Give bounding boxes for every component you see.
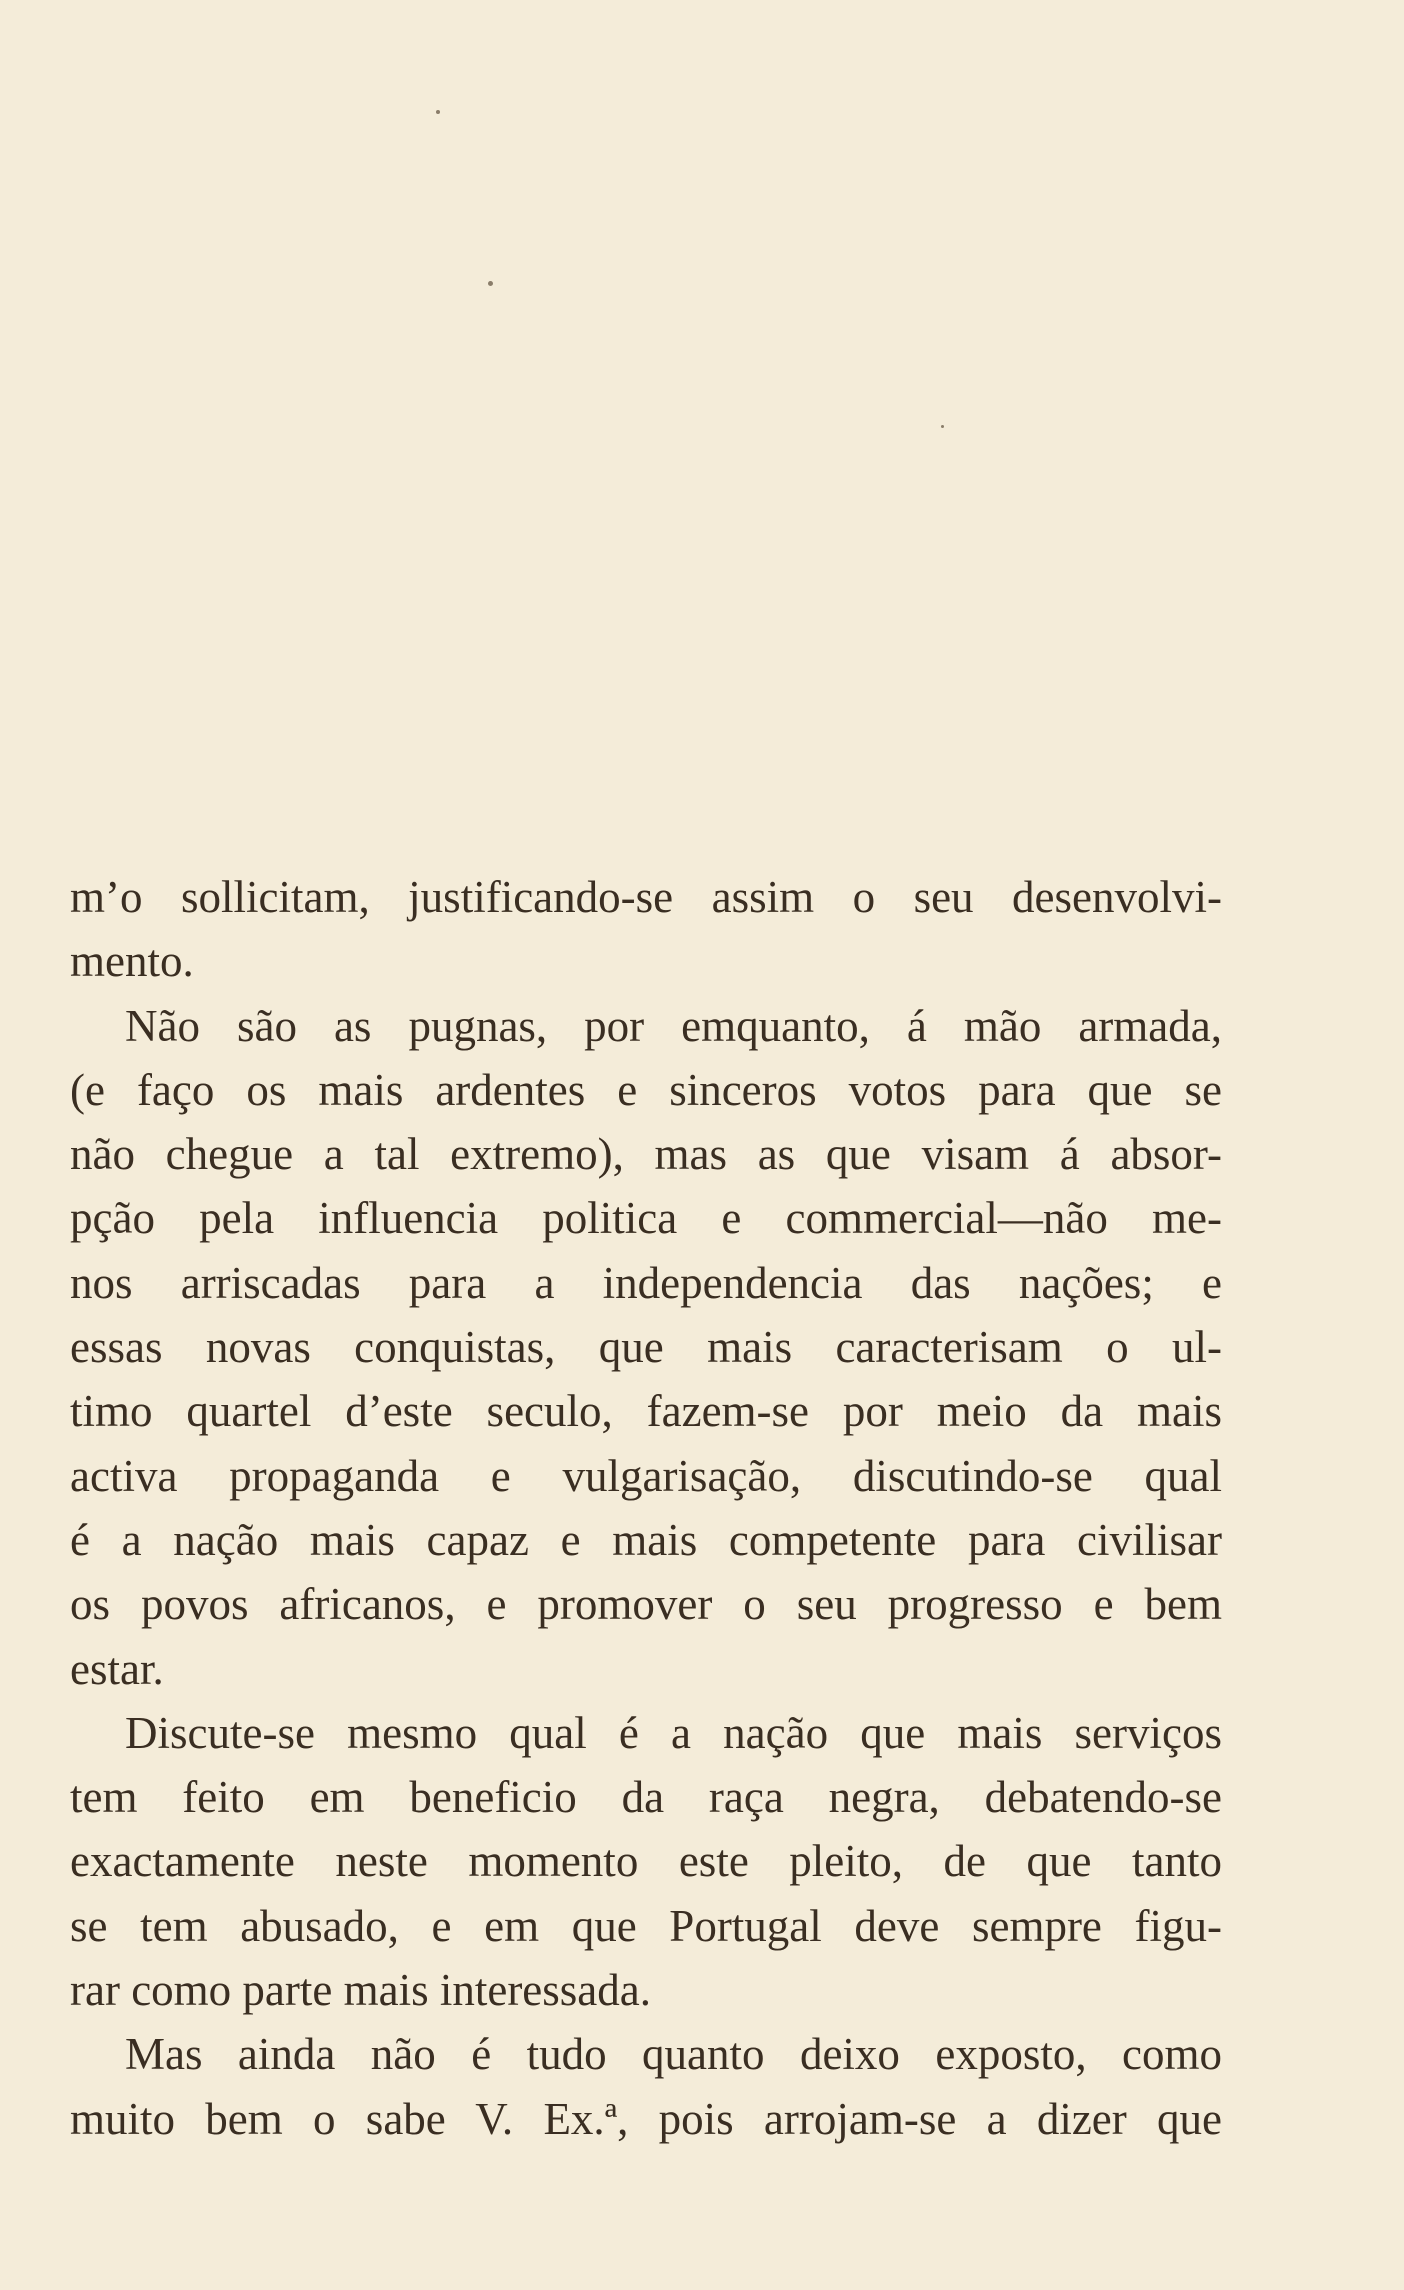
text-line: essas novas conquistas, que mais caracterisam o ul- [70, 1322, 1222, 1373]
text-line: muito bem o sabe V. Ex.ª, pois arrojam-se a dizer que [70, 2093, 1222, 2144]
text-line: Discute-se mesmo qual é a nação que mais serviços [125, 1707, 1222, 1758]
paper-speck [488, 281, 493, 286]
text-line: m’o sollicitam, justificando-se assim o seu desenvolvi- [70, 872, 1222, 922]
paragraph-1 [70, 865, 1222, 994]
text-line: se tem abusado, e em que Portugal deve sempre figu- [70, 1900, 1222, 1951]
text-line: Mas ainda não é tudo quanto deixo exposto, como [125, 2029, 1222, 2080]
text-line: pção pela influencia politica e commercial—não me- [70, 1193, 1222, 1244]
text-line: Não são as pugnas, por emquanto, á mão armada, [125, 1000, 1222, 1051]
paragraph-2 [70, 994, 1222, 1701]
text-line: é a nação mais capaz e mais competente para civilisar [70, 1514, 1222, 1565]
paper-speck [941, 425, 944, 428]
text-line: os povos africanos, e promover o seu progresso e bem [70, 1579, 1222, 1630]
text-line: estar. [70, 1643, 164, 1694]
text-line: tem feito em beneficio da raça negra, debatendo-se [70, 1772, 1222, 1823]
paragraph-3 [70, 1701, 1222, 2022]
text-line: exactamente neste momento este pleito, de que tanto [70, 1836, 1222, 1887]
paper-speck [436, 110, 440, 114]
text-line: timo quartel d’este seculo, fazem-se por meio da mais [70, 1386, 1222, 1437]
text-line: nos arriscadas para a independencia das nações; e [70, 1257, 1222, 1308]
body-text [70, 865, 1222, 2151]
paragraph-4 [70, 2022, 1222, 2151]
text-line: activa propaganda e vulgarisação, discutindo-se qual [70, 1450, 1222, 1501]
text-line: não chegue a tal extremo), mas as que visam á absor- [70, 1129, 1222, 1180]
text-line: mento. [70, 936, 194, 987]
text-line: rar como parte mais interessada. [70, 1965, 652, 2016]
text-line: (e faço os mais ardentes e sinceros votos para que se [70, 1064, 1222, 1115]
